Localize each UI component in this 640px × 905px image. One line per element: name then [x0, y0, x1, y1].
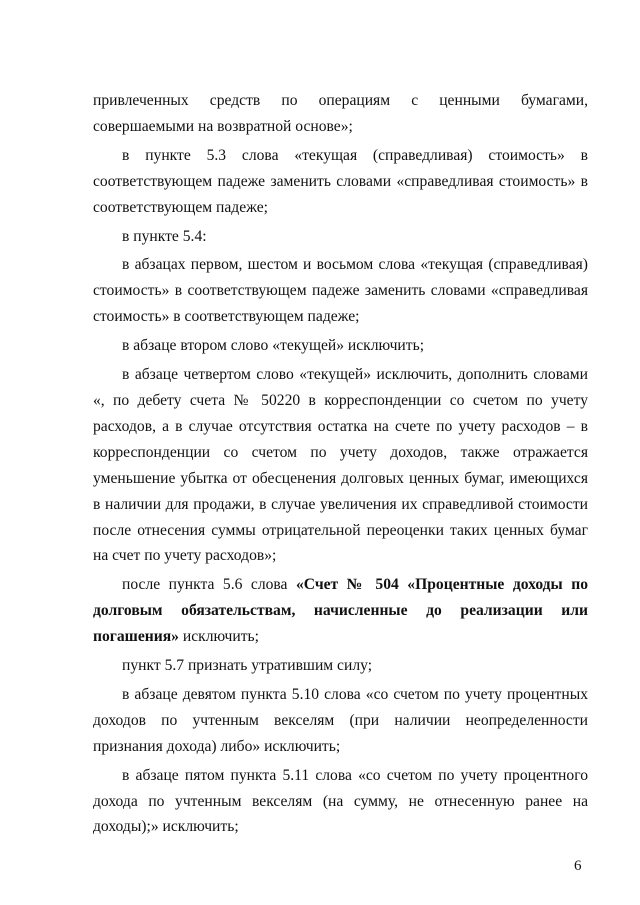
paragraph-4: в абзацах первом, шестом и восьмом слова «текущая (справедливая) стоимость» в соответствующем падеже заменить словами «справедливая стоимость» в соответствующем падеже; [93, 256, 588, 326]
paragraph-7-prefix: после пункта 5.6 слова [122, 576, 296, 594]
paragraph-2: в пункте 5.3 слова «текущая (справедливая) стоимость» в соответствующем падеже заменить словами «справедливая стоимость» в соответствующем падеже; [93, 146, 588, 216]
paragraph-7 [93, 572, 588, 650]
paragraph-6: в абзаце четвертом слово «текущей» исключить, дополнить словами «, по дебету счета № 50220 в корреспонденции со счетом по учету расходов, а в случае отсутствия остатка на счете по учету расходов – в корреспонденции со счетом по учету доходов, также отражается уменьшение убытка от обесценения долговых ценных бумаг, имеющихся в наличии для продажи, в случае увеличения их справедливой стоимости после отнесения суммы отрицательной переоценки таких ценных бумаг на счет по учету расходов»; [93, 366, 588, 565]
paragraph-7-suffix: исключить; [178, 628, 259, 646]
document-body [93, 88, 588, 840]
paragraph-10: в абзаце пятом пункта 5.11 слова «со счетом по учету процентного дохода по учтенным векселям (на сумму, не отнесенную ранее на доходы);» исключить; [93, 766, 588, 836]
page-number: 6 [574, 858, 582, 874]
paragraph-7-bold-quote: «Счет № 504 «Процентные доходы по долговым обязательствам, начисленные до реализации или погашения» [93, 576, 589, 646]
paragraph-8: пункт 5.7 признать утратившим силу; [122, 657, 373, 675]
paragraph-3: в пункте 5.4: [122, 227, 207, 245]
paragraph-9: в абзаце девятом пункта 5.10 слова «со счетом по учету процентных доходов по учтенным векселям (при наличии неопределенности признания дохода) либо» исключить; [93, 685, 588, 755]
paragraph-1: привлеченных средств по операциям с ценными бумагами, совершаемыми на возвратной основе»; [93, 92, 588, 135]
paragraph-5: в абзаце втором слово «текущей» исключить; [122, 337, 425, 355]
